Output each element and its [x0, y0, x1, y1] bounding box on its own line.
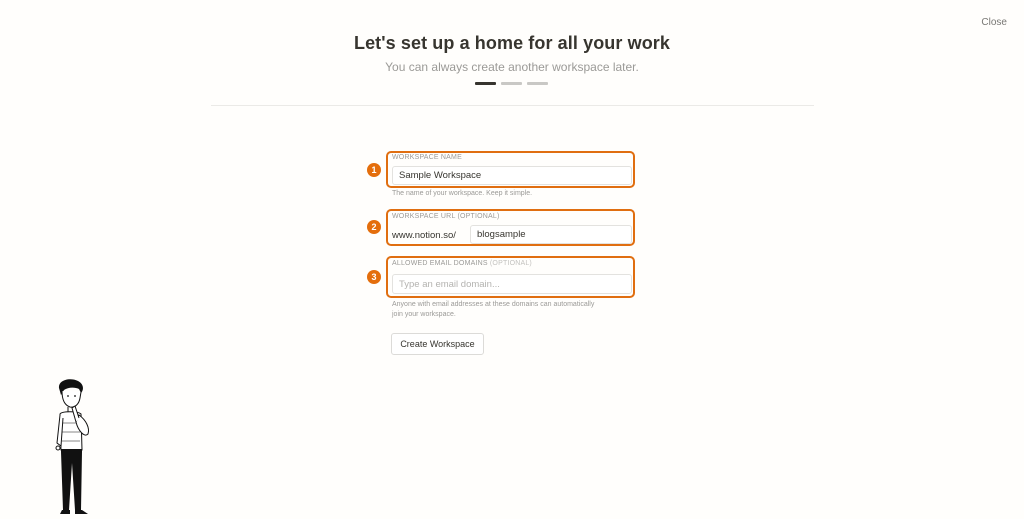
email-domains-label: [392, 260, 532, 267]
email-domains-help-line-2: join your workspace.: [392, 311, 456, 318]
workspace-name-help: The name of your workspace. Keep it simple.: [392, 190, 533, 197]
header-divider: [211, 105, 814, 106]
close-button[interactable]: Close: [981, 17, 1007, 28]
callout-badge-3: 3: [367, 270, 381, 284]
thinking-person-illustration: [48, 378, 98, 518]
workspace-url-label-optional: (OPTIONAL): [457, 213, 500, 220]
callout-badge-1: 1: [367, 163, 381, 177]
header: [0, 33, 1024, 74]
step-3-indicator: [527, 82, 548, 85]
email-domains-help-line-1: Anyone with email addresses at these domains can automatically: [392, 301, 595, 308]
email-domains-input[interactable]: Type an email domain...: [392, 274, 632, 294]
workspace-url-label: [392, 213, 500, 220]
workspace-name-label: WORKSPACE NAME: [392, 154, 462, 161]
workspace-url-label-text: WORKSPACE URL: [392, 213, 456, 220]
email-domains-label-text: ALLOWED EMAIL DOMAINS: [392, 260, 488, 267]
email-domains-label-optional: (OPTIONAL): [489, 260, 532, 267]
workspace-url-prefix: www.notion.so/: [392, 230, 456, 241]
workspace-url-input[interactable]: blogsample: [470, 225, 632, 244]
step-indicator: [475, 82, 548, 85]
step-1-indicator: [475, 82, 496, 85]
page-subtitle: You can always create another workspace later.: [385, 60, 639, 74]
callout-badge-2: 2: [367, 220, 381, 234]
create-workspace-button[interactable]: Create Workspace: [391, 333, 484, 355]
page-title: Let's set up a home for all your work: [353, 33, 671, 53]
email-domains-help: [392, 300, 594, 320]
workspace-name-input[interactable]: Sample Workspace: [392, 166, 632, 185]
step-2-indicator: [501, 82, 522, 85]
